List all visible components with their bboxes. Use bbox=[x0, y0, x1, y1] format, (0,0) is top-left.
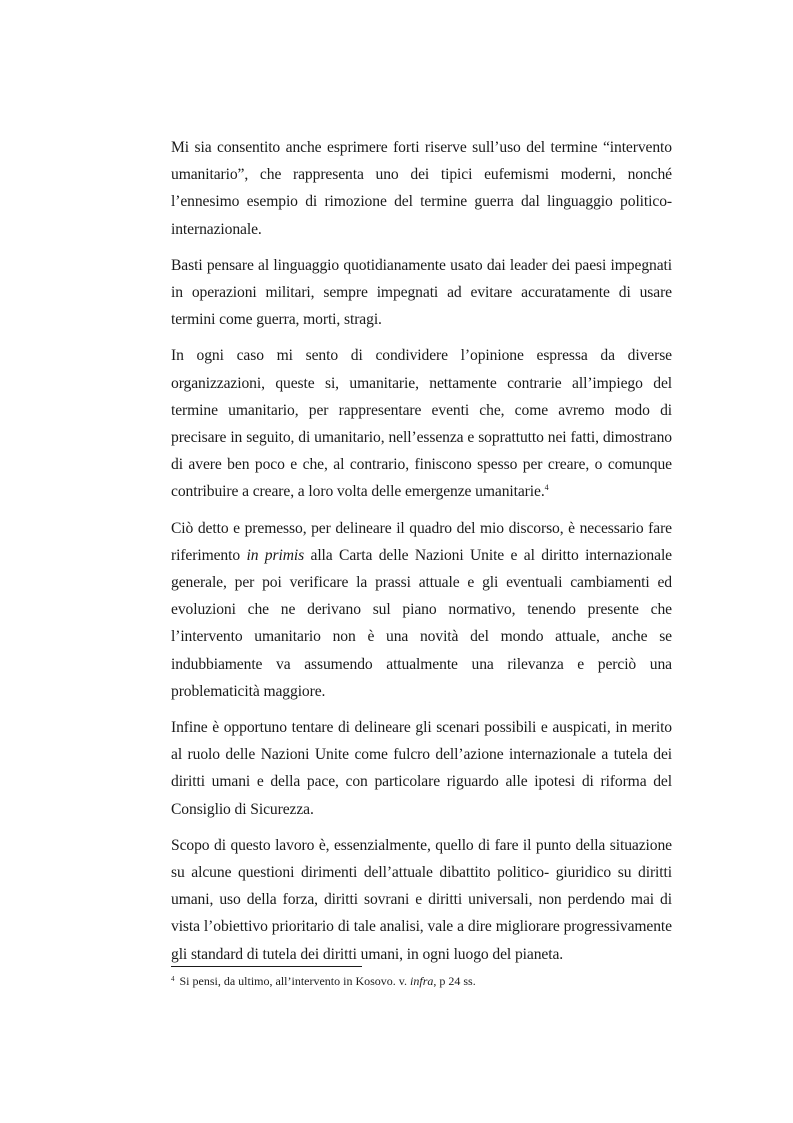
paragraph-6: Scopo di questo lavoro è, essenzialmente, quello di fare il punto della situazione su alcune questioni dirimenti dell’attuale dibattito politico- giuridico su diritti umani, uso della forza, diritti sovrani e diritti universali, non perdendo mai di vista l’obiettivo prioritario di tale analisi, vale a dire migliorare progressivamente gli standard di tutela dei diritti umani, in ogni luogo del pianeta. bbox=[171, 836, 672, 963]
paragraph-4-italic: in primis bbox=[246, 546, 305, 564]
footnote-separator bbox=[171, 966, 362, 967]
paragraph-4-text-b: alla Carta delle Nazioni Unite e al diritto internazionale generale, per poi verificare la prassi attuale e gli eventuali cambiamenti ed evoluzioni che ne derivano sul piano normativo, tenendo presente che l’intervento umanitario non è una novità del mondo attuale, anche se indubbiamente va assumendo attualmente una rilevanza e perciò una problematicità maggiore. bbox=[171, 546, 672, 700]
footnote-text-b: , p 24 ss. bbox=[433, 974, 476, 988]
footnote-italic: infra bbox=[410, 974, 434, 988]
body-text bbox=[171, 134, 672, 977]
paragraph-3-text: In ogni caso mi sento di condividere l’opinione espressa da diverse organizzazioni, queste si, umanitarie, nettamente contrarie all’impiego del termine umanitario, per rappresentare eventi che, come avremo modo di precisare in seguito, di umanitario, nell’essenza e soprattutto nei fatti, dimostrano di avere ben poco e che, al contrario, finiscono spesso per creare, o comunque contribuire a creare, a loro volta delle emergenze umanitarie. bbox=[171, 347, 672, 501]
paragraph-4-text-a: Ciò detto e premesso, per delineare il quadro del mio discorso, è necessario fare riferimento bbox=[171, 519, 672, 564]
footnote-text-a: Si pensi, da ultimo, all’intervento in Kosovo. v. bbox=[176, 974, 411, 988]
footnote-number: 4 bbox=[171, 975, 175, 983]
paragraph-1: Mi sia consentito anche esprimere forti riserve sull’uso del termine “intervento umanitario”, che rappresenta uno dei tipici eufemismi moderni, nonché l’ennesimo esempio di rimozione del termine guerra dal linguaggio politico-internazionale. bbox=[171, 139, 672, 238]
footnote-4 bbox=[171, 972, 672, 990]
paragraph-3 bbox=[171, 342, 672, 505]
paragraph-5: Infine è opportuno tentare di delineare gli scenari possibili e auspicati, in merito al ruolo delle Nazioni Unite come fulcro dell’azione internazionale a tutela dei diritti umani e della pace, con particolare riguardo alle ipotesi di riforma del Consiglio di Sicurezza. bbox=[171, 719, 672, 818]
paragraph-2: Basti pensare al linguaggio quotidianamente usato dai leader dei paesi impegnati in operazioni militari, sempre impegnati ad evitare accuratamente di usare termini come guerra, morti, stragi. bbox=[171, 256, 672, 329]
paragraph-4 bbox=[171, 515, 672, 705]
footnote-reference-4: 4 bbox=[544, 483, 549, 493]
